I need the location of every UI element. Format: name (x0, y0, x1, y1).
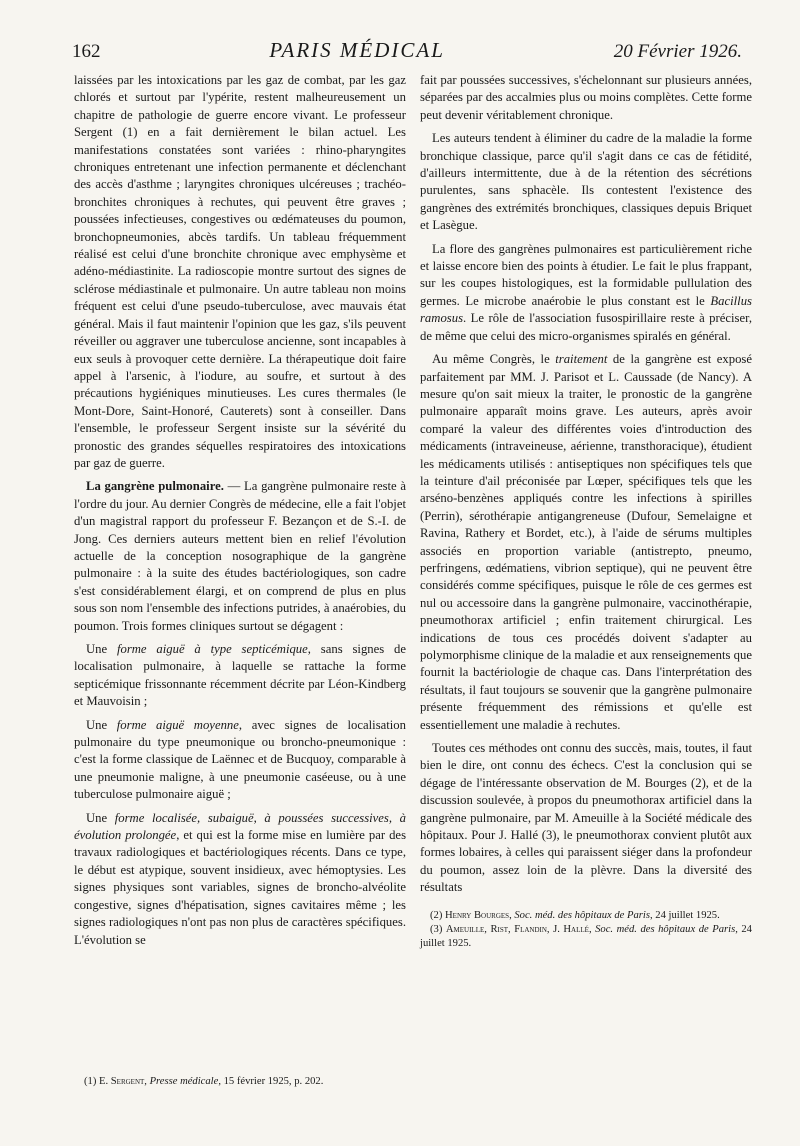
footnote-1 (74, 1075, 406, 1089)
text-run: (2) (430, 909, 446, 921)
paragraph-treatment (420, 351, 752, 734)
footnote-2 (420, 909, 752, 923)
gangrene-intro-text: — La gangrène pulmonaire reste à l'ordre du jour. Au dernier Congrès de médecine, elle a fait l'objet d'un magistral rapport du professeur F. Bezançon et de S.-I. de Jong. Ces derniers auteurs mettent bien en relief l'évolution actuelle de la conception nosographique de la gangrène pulmonaire : à la suite des études bactériologiques, son cadre s'est considérablement élargi, et on comprend de plus en plus sous son nom l'ensemble des infections putrides, à anaérobies, du poumon. Trois formes cliniques surtout se dégagent : (74, 479, 406, 633)
text-run: , 15 février 1925, p. 202. (218, 1076, 324, 1087)
footnote-source: Presse médicale (149, 1076, 219, 1087)
text-run: , 24 juillet 1925. (420, 923, 752, 949)
text-run: (1) E. (84, 1076, 111, 1087)
left-column (74, 72, 406, 949)
section-heading-gangrene: La gangrène pulmonaire. (86, 479, 224, 494)
text-run: Une (86, 642, 117, 656)
italic-term: forme aiguë à type septicémique (116, 642, 308, 656)
page-header (72, 38, 742, 66)
footnote-source: Soc. méd. des hôpitaux de Paris (595, 923, 736, 935)
text-run: (3) (430, 923, 446, 935)
text-run: La flore des gangrènes pulmonaires est particulièrement riche et laisse encore bien des points à étudier. Le fait le plus frappant, sur les coupes histologiques, est la formidable pullulation des germes. Le microbe anaérobie le plus constant est le (420, 241, 752, 308)
text-run: , (509, 909, 515, 921)
text-run: . Le rôle de l'association fusospirillaire reste à préciser, de même que celui des micro-organismes spiralés en général. (420, 311, 752, 343)
paragraph-form-moyenne (74, 717, 406, 804)
text-run: Une (86, 717, 117, 732)
footnote-source: Soc. méd. des hôpitaux de Paris (514, 909, 650, 921)
journal-title: PARIS MÉDICAL (269, 38, 445, 62)
italic-term: Bacillus ramosus (420, 293, 752, 326)
text-run: Une (86, 810, 115, 825)
text-run: , avec signes de localisation pulmonaire du type pneumonique ou broncho-pneumonique : c'est la forme classique de Laënnec et de Bucquoy, comparable à une pneumonie maligne, à une pneumonie caséeuse, ou à une tuberculose pulmonaire aiguë ; (74, 717, 406, 802)
italic-term: forme localisée, subaiguë, à poussées successives, à évolution prolongée (74, 810, 406, 843)
text-run: , sans signes de localisation pulmonaire, à laquelle se rattache la forme septicémique frissonnante récemment décrite par Léon-Kindberg et Mauvoisin ; (74, 642, 407, 709)
italic-term: traitement (555, 352, 608, 367)
issue-date: 20 Février 1926. (613, 41, 742, 62)
text-run: Au même Congrès, le (432, 352, 556, 367)
right-column (420, 72, 752, 951)
text-run: , (588, 923, 596, 935)
paragraph-bronchial-form: Les auteurs tendent à éliminer du cadre de la maladie la forme bronchique classique, parce qu'il s'agit dans ce cas de fétidité, d'ailleurs intermittente, due à de la rétention des sécrétions purulentes, sans sphacèle. Ils contestent l'existence des gangrènes des extrémités bronchiques, classiques depuis Briquet et Lasègue. (420, 131, 752, 233)
text-run: , (144, 1076, 150, 1087)
text-run: de la gangrène est exposé parfaitement par MM. J. Parisot et L. Caussade (de Nancy). A mesure qu'on sait mieux la traiter, le pronostic de la gangrène pulmonaire apparaît moins grave. Les auteurs, après avoir comparé la valeur des différentes voies d'introduction des médicaments (intraveineuse, aérienne, transthoracique), étudient les médicaments utilisés : antiseptiques non spécifiques tels que la teinture d'ail préconisée par Lœper, spécifiques tels que les arséno-benzènes appliqués contre les infections à spirilles (Perrin), sérothérapie antigangreneuse (Dufour, Semelaigne et Ravina, Rathery et Bordet, etc.), à l'aide de sérums multiples associés en proportion variable (antistrepto, pneumo, perfringens, œdématiens, vibrion septique), qui ne peuvent être considérés comme spécifiques, puisque le rôle de ces germes est nul ou accessoire dans la gangrène pulmonaire, vaccinothérapie, pneumothorax artificiel ; enfin traitement chirurgical. Les indications de tous ces procédés doivent s'adapter au polymorphisme clinique de la maladie et aux renseignements que fournit la bactériologie de chaque cas. Dans l'interprétation des résultats, il faut toujours se souvenir que la gangrène pulmonaire présente fréquemment des rémissions et qu'elle est essentiellement une maladie à rechutes. (420, 352, 753, 732)
footnote-author: Ameuille, Rist, Flandin, J. Hallé (445, 923, 589, 935)
text-run: , 24 juillet 1925. (650, 909, 720, 921)
paragraph-gangrene-intro (74, 478, 406, 635)
paragraph-evolution: fait par poussées successives, s'échelonnant sur plusieurs années, séparées par des accalmies plus ou moins complètes. Cette forme peut devenir véritablement chronique. (420, 73, 752, 122)
text-run: , et qui est la forme mise en lumière par des travaux radiologiques et bactériologiques récents. Dans ce type, le début est atypique, souvent insidieux, avec hémoptysies. Les signes physiques sont variables, signes de broncho-alvéolite congestive, signes d'hépatisation, signes cavitaires même ; les signes radiologiques n'ont pas non plus de caractères spécifiques. L'évolution se (74, 828, 407, 947)
paragraph-flora (420, 241, 752, 345)
italic-term: forme aiguë moyenne (116, 717, 239, 732)
paragraph-form-septicemic (74, 641, 406, 711)
paragraph-gas-sequelae: laissées par les intoxications par les gaz de combat, par les gaz chlorés et surtout par l'ypérite, restent malheureusement un chapitre de pathologie de guerre encore vivant. Le professeur Sergent (1) en a fait dernièrement le bilan actuel. Les manifestations constatées sont variées : rhino-pharyngites chroniques entretenant une infection permanente et déclenchant des accès d'asthme ; laryngites chroniques ulcéreuses ; trachéo-bronchites chroniques à rechutes, qui peuvent être graves ; poussées infectieuses, congestives ou œdémateuses du poumon, bronchopneumonies, abcès tardifs. Un tableau fréquemment réalisé est celui d'une bronchite chronique avec emphysème et adéno-médiastinite. La radioscopie montre surtout des signes de sclérose médiastinale et pulmonaire. Un autre tableau non moins fréquent est celui d'une pseudo-tuberculose, avec mauvais état général. Mais il faut maintenir l'opinion que les gaz, s'ils peuvent réveiller ou aggraver une tuberculose ancienne, sont incapables à eux seuls à provoquer cette dernière. La thérapeutique doit faire appel à l'arsenic, à l'iodure, au soufre, et surtout à des précautions hygiéniques minutieuses. Les cures thermales (le Mont-Dore, Saint-Honoré, Cauterets) sont à conseiller. Dans l'ensemble, le professeur Sergent insiste sur la sévérité du pronostic des grandes séquelles respiratoires des intoxications par gaz de guerre. (74, 73, 406, 470)
footnotes-right (420, 909, 752, 951)
footnote-author: Henry Bourges (445, 909, 510, 921)
footnote-author: Sergent (110, 1076, 145, 1087)
page-number: 162 (72, 41, 101, 62)
paragraph-methods: Toutes ces méthodes ont connu des succès, mais, toutes, il faut bien le dire, ont connu des échecs. C'est la conclusion qui se dégage de l'intéressante observation de M. Bourges (2), et de la discussion soulevée, à propos du pneumothorax artificiel dans la gangrène pulmonaire, par M. Ameuille à la Société médicale des hôpitaux. Pour J. Hallé (3), le pneumothorax convient plutôt aux formes lobaires, à celles qui paraissent siéger dans la profondeur du poumon, assez loin de la plèvre. Dans la diversité des résultats (420, 741, 752, 895)
paragraph-form-localisee (74, 810, 406, 949)
footnote-3 (420, 923, 752, 951)
